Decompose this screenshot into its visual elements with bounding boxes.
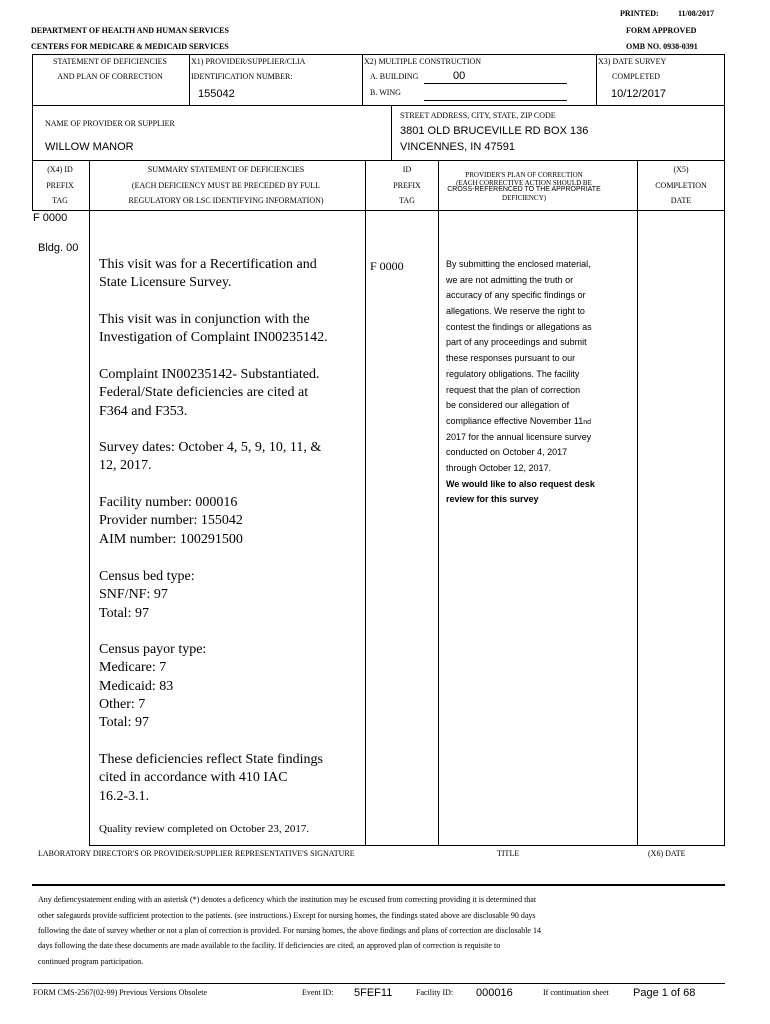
survey-date-value: 10/12/2017 xyxy=(611,88,667,100)
plan-line: conducted on October 4, 2017 xyxy=(446,447,568,458)
summary-paragraph xyxy=(99,440,321,477)
id-header-line1: ID xyxy=(402,165,412,174)
rule-left-colhead xyxy=(32,160,33,211)
centers-title: CENTERS FOR MEDICARE & MEDICAID SERVICES xyxy=(31,42,229,51)
facility-id-value: 000016 xyxy=(476,987,513,999)
omb-number: OMB NO. 0938-0391 xyxy=(626,42,698,51)
id-header-line2: PREFIX xyxy=(393,181,421,190)
summary-line: Total: 97 xyxy=(99,605,149,621)
plan-line: By submitting the enclosed material, xyxy=(446,259,591,269)
summary-paragraph xyxy=(99,367,319,422)
x5-header-line1: (X5) xyxy=(673,165,689,174)
plan-line: these responses pursuant to our xyxy=(446,353,576,364)
signature-label: LABORATORY DIRECTOR'S OR PROVIDER/SUPPLIER REPRESENTATIVE'S SIGNATURE xyxy=(38,849,355,858)
rule-left-top xyxy=(32,54,33,106)
plan-line: accuracy of any specific findings or xyxy=(446,290,586,301)
plan-line: be considered our allegation of xyxy=(446,400,570,411)
summary-header-line1: SUMMARY STATEMENT OF DEFICIENCIES xyxy=(147,165,305,174)
printed-label: PRINTED: xyxy=(620,9,659,18)
plan-line: contest the findings or allegations as xyxy=(446,321,592,332)
rule-body-bottom xyxy=(89,845,725,846)
summary-line: State Licensure Survey. xyxy=(99,275,232,291)
plan-line: request that the plan of correction xyxy=(446,384,581,395)
plan-of-correction xyxy=(446,259,595,510)
summary-line: Investigation of Complaint IN00235142. xyxy=(99,330,328,346)
plan-line: allegations. We reserve the right to xyxy=(446,306,585,317)
summary-line: Facility number: 000016 xyxy=(99,495,238,510)
statement-label-line2: AND PLAN OF CORRECTION xyxy=(57,72,163,81)
rule-id-right xyxy=(438,160,439,846)
summary-line: AIM number: 100291500 xyxy=(99,531,243,547)
summary-header-line3: REGULATORY OR LSC IDENTIFYING INFORMATION) xyxy=(128,196,324,205)
building-value: 00 xyxy=(453,70,466,82)
summary-line: 16.2-3.1. xyxy=(99,788,150,804)
summary-line: Total: 97 xyxy=(99,715,149,731)
right-tag: F 0000 xyxy=(370,259,404,273)
x3-label-line1: X3) DATE SURVEY xyxy=(598,57,667,66)
plan-line xyxy=(446,416,595,432)
disclaimer-line: following the date of survey whether or not a plan of correction is provided. For nursing homes, the above findings and plans of correction are disclosable 14 xyxy=(38,926,541,935)
address-label: STREET ADDRESS, CITY, STATE, ZIP CODE xyxy=(400,111,556,120)
x3-label-line2: COMPLETED xyxy=(612,72,660,81)
x2-label: X2) MULTIPLE CONSTRUCTION xyxy=(364,57,482,66)
rule-footer-top xyxy=(32,983,725,984)
summary-header-line2: (EACH DEFICIENCY MUST BE PRECEDED BY FULL xyxy=(131,181,321,190)
x4-header-line2: PREFIX xyxy=(46,181,74,190)
plan-bold-line: We would like to also request desk xyxy=(446,478,595,489)
x5-header-line2: COMPLETION xyxy=(655,181,707,190)
facility-id-label: Facility ID: xyxy=(416,988,454,997)
summary-line: Other: 7 xyxy=(99,696,146,712)
x4-header-line3: TAG xyxy=(52,196,68,205)
wing-label: B. WING xyxy=(370,88,401,97)
summary-paragraph xyxy=(99,257,317,294)
form-number: FORM CMS-2567(02-99) Previous Versions Obsolete xyxy=(33,988,208,997)
event-id-value: 5FEF11 xyxy=(354,987,393,999)
summary-line: This visit was for a Recertification and xyxy=(99,257,317,272)
disclaimer-line: Any defiencystatement ending with an asterisk (*) denotes a deficency which the institution may be excused from correcting providing it is determined that xyxy=(38,895,537,904)
summary-paragraph xyxy=(99,312,328,349)
address-line2: VINCENNES, IN 47591 xyxy=(400,141,515,153)
rule-colhead-bottom xyxy=(32,210,725,211)
disclaimer-line: days following the date these documents are made available to the facility. If deficiencies are cited, an approved plan of correction is requisite to xyxy=(38,941,501,950)
summary-line: F364 and F353. xyxy=(99,403,188,419)
disclaimer-line: continued program participation. xyxy=(38,957,144,966)
plan-bold-line: review for this survey xyxy=(446,494,539,505)
disclaimer-line: other safegaurds provide sufficient protection to the patients. (see instructions.) Except for nursing homes, the findings stated above are disclosable 90 days xyxy=(38,911,536,920)
rule-right-top xyxy=(724,54,725,106)
plan-header-line1: PROVIDER'S PLAN OF CORRECTION xyxy=(465,171,583,179)
plan-line-text: compliance effective November 11 xyxy=(446,415,584,426)
summary-line: Federal/State deficiencies are cited at xyxy=(99,385,309,401)
summary-line: Complaint IN00235142- Substantiated. xyxy=(99,367,320,382)
address-line1: 3801 OLD BRUCEVILLE RD BOX 136 xyxy=(400,125,589,137)
summary-line: Census bed type: xyxy=(99,569,195,584)
summary-line: These deficiencies reflect State findings xyxy=(99,752,323,767)
provider-name-value: WILLOW MANOR xyxy=(45,141,134,153)
plan-line: 2017 for the annual licensure survey xyxy=(446,431,592,442)
provider-id-value: 155042 xyxy=(198,88,235,100)
wing-underline xyxy=(424,100,567,101)
provider-name-label: NAME OF PROVIDER OR SUPPLIER xyxy=(45,119,175,128)
x6-date-label: (X6) DATE xyxy=(648,849,686,858)
summary-line: This visit was in conjunction with the xyxy=(99,312,310,327)
statement-label-line1: STATEMENT OF DEFICIENCIES xyxy=(53,57,167,66)
summary-line: Medicaid: 83 xyxy=(99,678,174,694)
summary-line: 12, 2017. xyxy=(99,458,152,474)
rule-left-provider xyxy=(32,105,33,161)
rule-top xyxy=(32,54,725,55)
summary-line: Provider number: 155042 xyxy=(99,513,243,529)
rule-provider-bottom xyxy=(32,160,725,161)
building-tag: Bldg. 00 xyxy=(38,242,79,254)
x5-header-line3: DATE xyxy=(670,196,692,205)
x1-label-line1: X1) PROVIDER/SUPPLIER/CLIA xyxy=(191,57,306,66)
rule-plan-right xyxy=(637,160,638,846)
summary-line: Census payor type: xyxy=(99,642,207,657)
rule-x1-left xyxy=(189,54,190,106)
summary-line: SNF/NF: 97 xyxy=(99,587,168,603)
summary-paragraph xyxy=(99,752,323,807)
plan-line: through October 12, 2017. xyxy=(446,462,552,473)
summary-paragraph xyxy=(99,569,195,624)
plan-superscript: nd xyxy=(583,418,592,426)
summary-line: Survey dates: October 4, 5, 9, 10, 11, & xyxy=(99,440,322,455)
left-tag: F 0000 xyxy=(33,212,68,224)
x4-header-line1: (X4) ID xyxy=(47,165,73,174)
x1-label-line2: IDENTIFICATION NUMBER: xyxy=(191,72,293,81)
event-id-label: Event ID: xyxy=(302,988,334,997)
page-number: Page 1 of 68 xyxy=(633,987,696,999)
plan-header-line2: (EACH CORRECTIVE ACTION SHOULD BE xyxy=(456,179,592,187)
rule-x3-left xyxy=(596,54,597,106)
summary-paragraph xyxy=(99,642,206,733)
rule-right-body xyxy=(724,160,725,846)
plan-header-line4: DEFICIENCY) xyxy=(502,194,546,202)
department-title: DEPARTMENT OF HEALTH AND HUMAN SERVICES xyxy=(31,26,229,35)
building-underline xyxy=(424,83,567,84)
rule-x4-right xyxy=(89,160,90,846)
form-approved: FORM APPROVED xyxy=(626,26,697,35)
plan-line: we are not admitting the truth or xyxy=(446,274,574,285)
rule-right-provider xyxy=(724,105,725,161)
printed-date: 11/08/2017 xyxy=(678,9,715,18)
quality-review: Quality review completed on October 23, 2017. xyxy=(99,823,310,835)
summary-line: Medicare: 7 xyxy=(99,660,167,676)
building-label: A. BUILDING xyxy=(370,72,419,81)
rule-summary-right xyxy=(365,160,366,846)
summary-paragraph xyxy=(99,495,243,550)
rule-x2-left xyxy=(362,54,363,106)
title-label: TITLE xyxy=(497,849,520,858)
plan-line: part of any proceedings and submit xyxy=(446,337,587,348)
plan-line: regulatory obligations. The facility xyxy=(446,368,580,379)
continuation-label: If continuation sheet xyxy=(543,988,609,997)
summary-line: cited in accordance with 410 IAC xyxy=(99,770,288,786)
plan-header-line3: CROSS-REFERENCED TO THE APPROPRIATE xyxy=(447,186,601,193)
rule-address-left xyxy=(391,105,392,161)
rule-signature-bottom xyxy=(32,884,725,886)
id-header-line3: TAG xyxy=(399,196,415,205)
rule-top-row-bottom xyxy=(32,105,725,106)
